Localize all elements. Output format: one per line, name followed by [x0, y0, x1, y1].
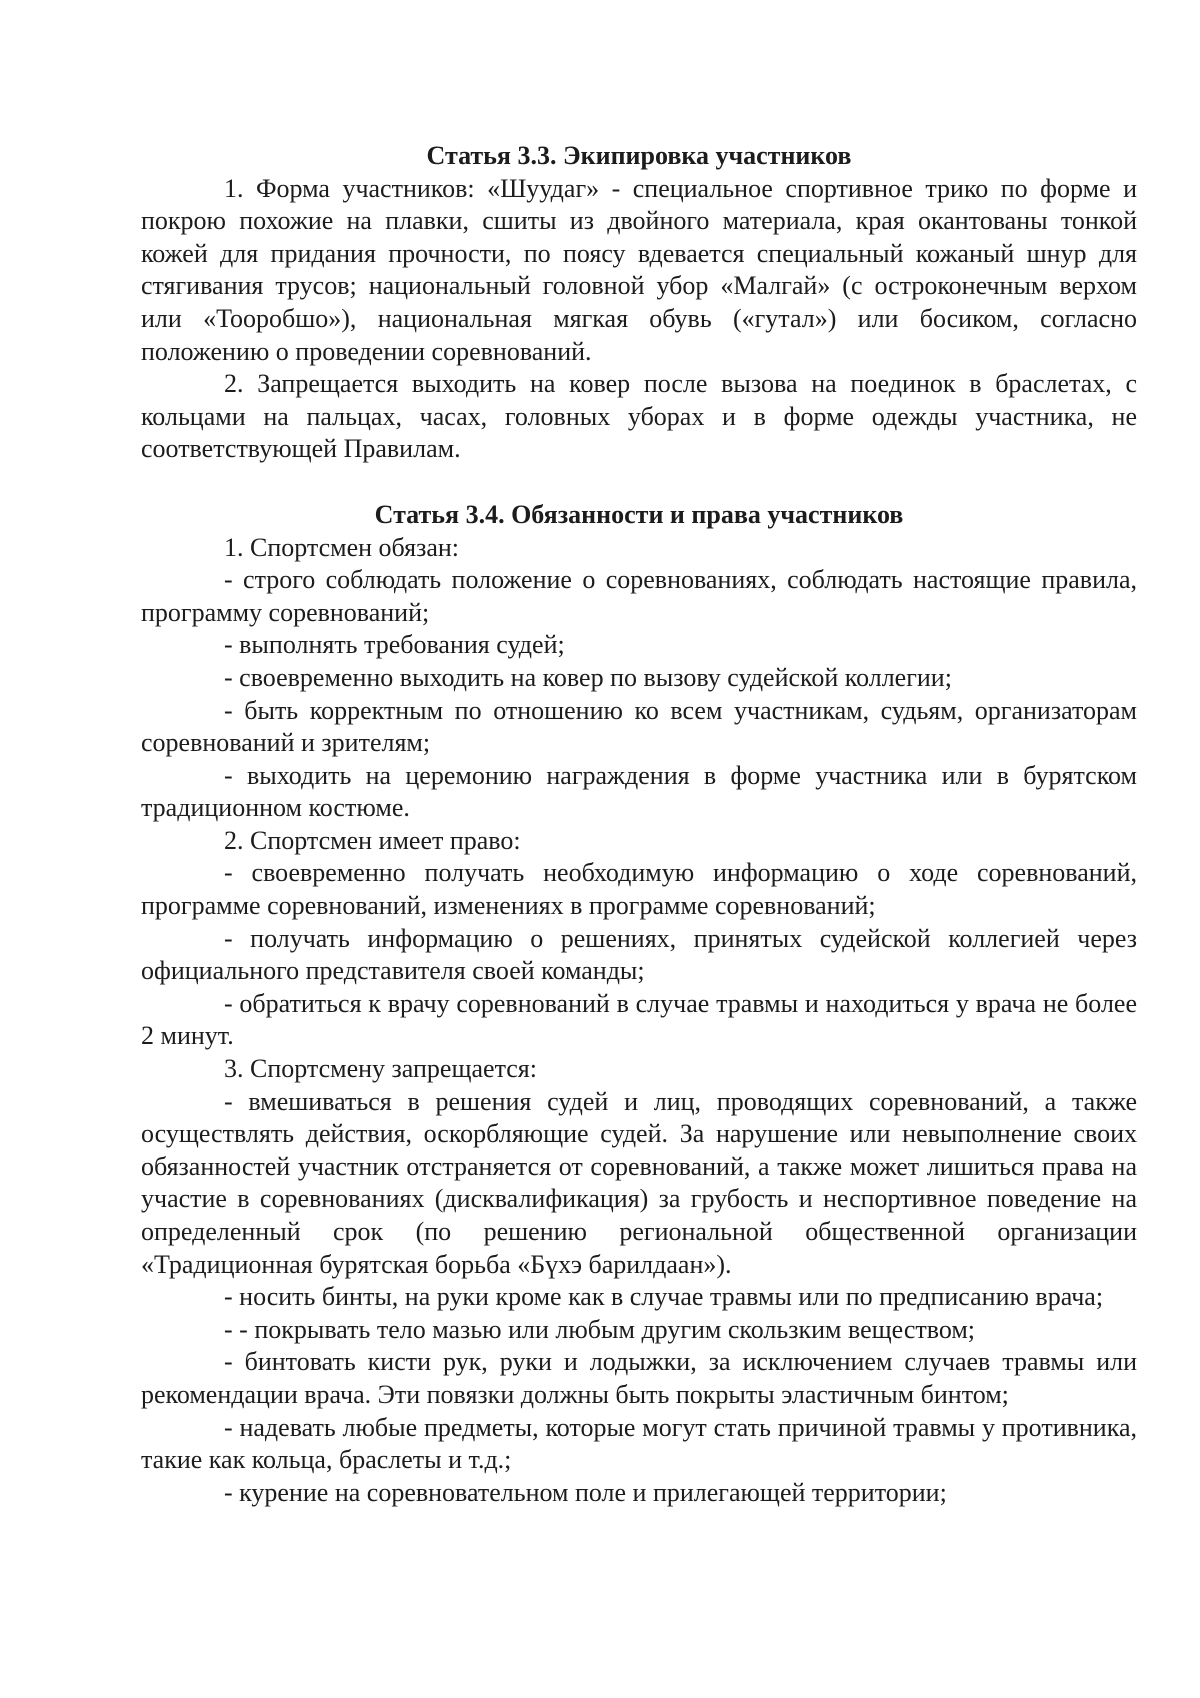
prohibition-item: - носить бинты, на руки кроме как в случае травмы или по предписанию врача; — [224, 1282, 1104, 1312]
right-item: - обратиться к врачу соревнований в случае травмы и находиться у врача не более 2 минут. — [141, 988, 1137, 1051]
prohibition-item: - вмешиваться в решения судей и лиц, проводящих соревнований, а также осуществлять действия, оскорбляющие судей. За нарушение или невыполнение своих обязанностей участник отстраняется от соревнований, а также может лишиться права на участие в соревнованиях (дисквалификация) за грубость и неспортивное поведение на определенный срок (по решению региональной общественной организации «Традиционная бурятская борьба «Бүхэ барилдаан»). — [141, 1086, 1137, 1279]
document-page — [141, 140, 1137, 1509]
obligation-item: - выходить на церемонию награждения в форме участника или в бурятском традиционном костюме. — [141, 760, 1137, 823]
article-3-3-paragraph-1: 1. Форма участников: «Шуудаг» - специальное спортивное трико по форме и покрою похожие на плавки, сшиты из двойного материала, края окантованы тонкой кожей для придания прочности, по поясу вдевается специальный кожаный шнур для стягивания трусов; национальный головной убор «Малгай» (с остроконечным верхом или «Тооробшо»), национальная мягкая обувь («гутал») или босиком, согласно положению о проведении соревнований. — [141, 173, 1137, 366]
article-3-3-title: Статья 3.3. Экипировка участников — [426, 141, 852, 170]
obligation-item: - выполнять требования судей; — [224, 630, 565, 660]
athlete-prohibitions-heading: 3. Спортсмену запрещается: — [224, 1054, 537, 1084]
right-item: - получать информацию о решениях, принятых судейской коллегией через официального представителя своей команды; — [141, 923, 1137, 986]
obligation-item: - быть корректным по отношению ко всем участникам, судьям, организаторам соревнований и зрителям; — [141, 695, 1137, 758]
prohibition-item: - курение на соревновательном поле и прилегающей территории; — [224, 1477, 947, 1507]
prohibition-item: - - покрывать тело мазью или любым другим скользким веществом; — [224, 1314, 976, 1344]
prohibition-item: - надевать любые предметы, которые могут стать причиной травмы у противника, такие как кольца, браслеты и т.д.; — [141, 1412, 1137, 1475]
athlete-obligations-heading: 1. Спортсмен обязан: — [224, 532, 460, 562]
prohibition-item: - бинтовать кисти рук, руки и лодыжки, за исключением случаев травмы или рекомендации врача. Эти повязки должны быть покрыты эластичным бинтом; — [141, 1347, 1137, 1409]
obligation-item: - своевременно выходить на ковер по вызову судейской коллегии; — [224, 662, 952, 692]
obligation-item: - строго соблюдать положение о соревнованиях, соблюдать настоящие правила, программу соревнований; — [141, 565, 1137, 627]
athlete-rights-heading: 2. Спортсмен имеет право: — [224, 825, 521, 855]
article-3-3-paragraph-2: 2. Запрещается выходить на ковер после вызова на поединок в браслетах, с кольцами на пальцах, часах, головных уборах и в форме одежды участника, не соответствующей Правилам. — [141, 369, 1137, 464]
article-3-4-title: Статья 3.4. Обязанности и права участников — [374, 499, 904, 529]
right-item: - своевременно получать необходимую информацию о ходе соревнований, программе соревнований, изменениях в программе соревнований; — [141, 858, 1137, 921]
